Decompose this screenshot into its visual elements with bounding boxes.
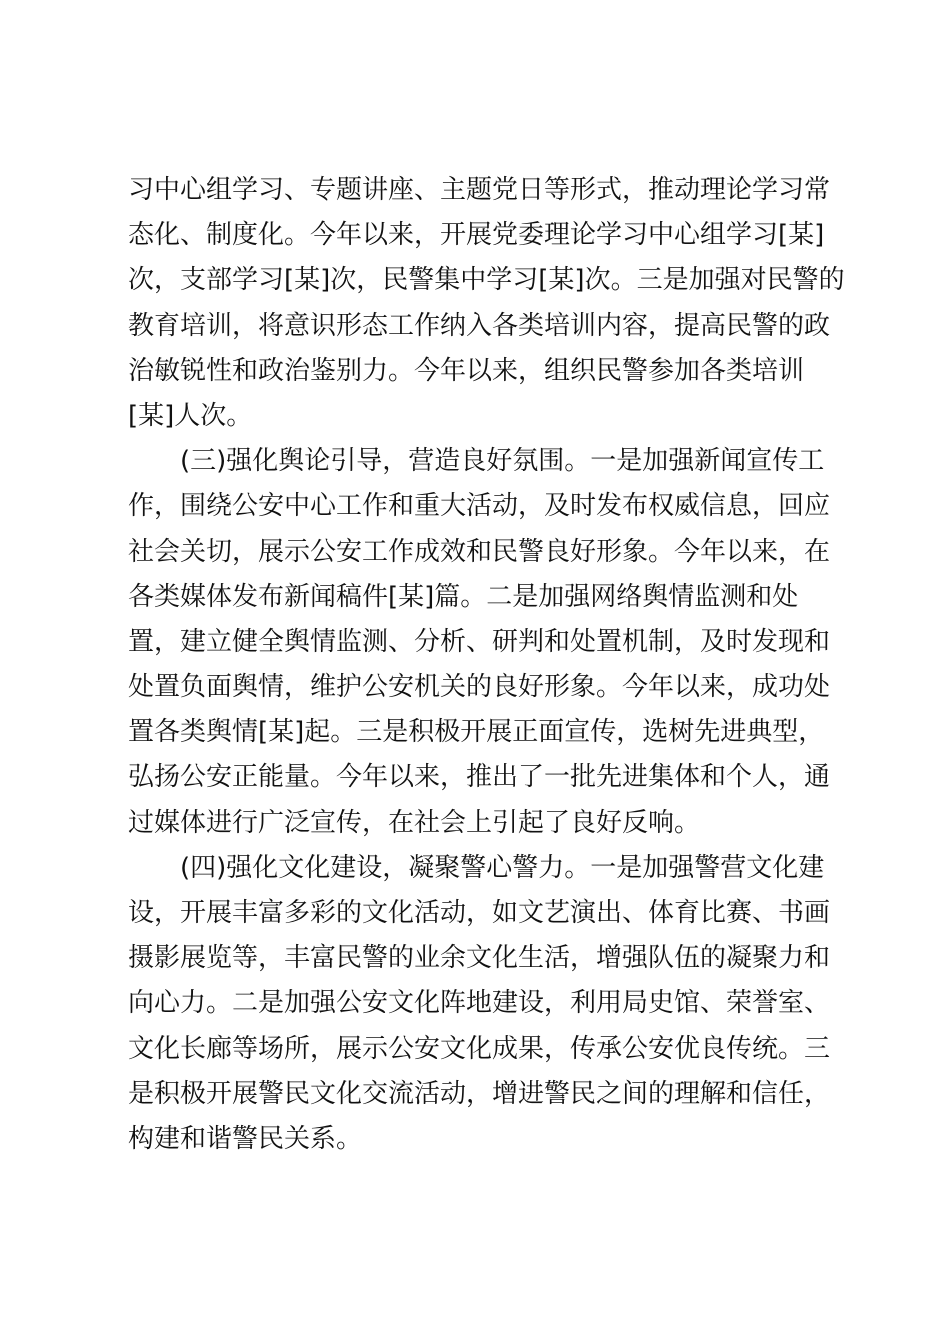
section-heading-line: (四)强化文化建设，凝聚警心警力。一是加强警营文化建	[180, 852, 825, 883]
text-line: 过媒体进行广泛宣传，在社会上引起了良好反响。	[128, 807, 701, 838]
text-line: 各类媒体发布新闻稿件[某]篇。二是加强网络舆情监测和处	[128, 581, 799, 612]
text-line: 社会关切，展示公安工作成效和民警良好形象。今年以来，在	[128, 536, 831, 567]
text-line: 处置负面舆情，维护公安机关的良好形象。今年以来，成功处	[128, 672, 831, 703]
text-line: 次，支部学习[某]次，民警集中学习[某]次。三是加强对民警的	[128, 265, 845, 296]
text-line: 向心力。二是加强公安文化阵地建设，利用局史馆、荣誉室、	[128, 988, 831, 1019]
text-line: 设，开展丰富多彩的文化活动，如文艺演出、体育比赛、书画	[128, 898, 831, 928]
text-line: 文化长廊等场所，展示公安文化成果，传承公安优良传统。三	[128, 1033, 831, 1064]
text-line: [某]人次。	[128, 400, 253, 431]
text-line: 教育培训，将意识形态工作纳入各类培训内容，提高民警的政	[128, 310, 831, 341]
text-line: 是积极开展警民文化交流活动，增进警民之间的理解和信任，	[128, 1078, 831, 1109]
text-line: 治敏锐性和政治鉴别力。今年以来，组织民警参加各类培训	[128, 355, 805, 386]
text-line: 态化、制度化。今年以来，开展党委理论学习中心组学习[某]	[128, 220, 825, 251]
text-line: 置各类舆情[某]起。三是积极开展正面宣传，选树先进典型，	[128, 717, 825, 748]
text-line: 作，围绕公安中心工作和重大活动，及时发布权威信息，回应	[128, 491, 831, 522]
text-line: 置，建立健全舆情监测、分析、研判和处置机制，及时发现和	[128, 626, 831, 657]
section-heading-line: (三)强化舆论引导，营造良好氛围。一是加强新闻宣传工	[180, 446, 825, 477]
text-line: 弘扬公安正能量。今年以来，推出了一批先进集体和个人，通	[128, 762, 831, 793]
text-line: 构建和谐警民关系。	[128, 1123, 363, 1154]
text-line: 摄影展览等，丰富民警的业余文化生活，增强队伍的凝聚力和	[128, 943, 831, 974]
text-line: 习中心组学习、专题讲座、主题党日等形式，推动理论学习常	[128, 175, 831, 205]
body-text	[128, 168, 845, 1162]
